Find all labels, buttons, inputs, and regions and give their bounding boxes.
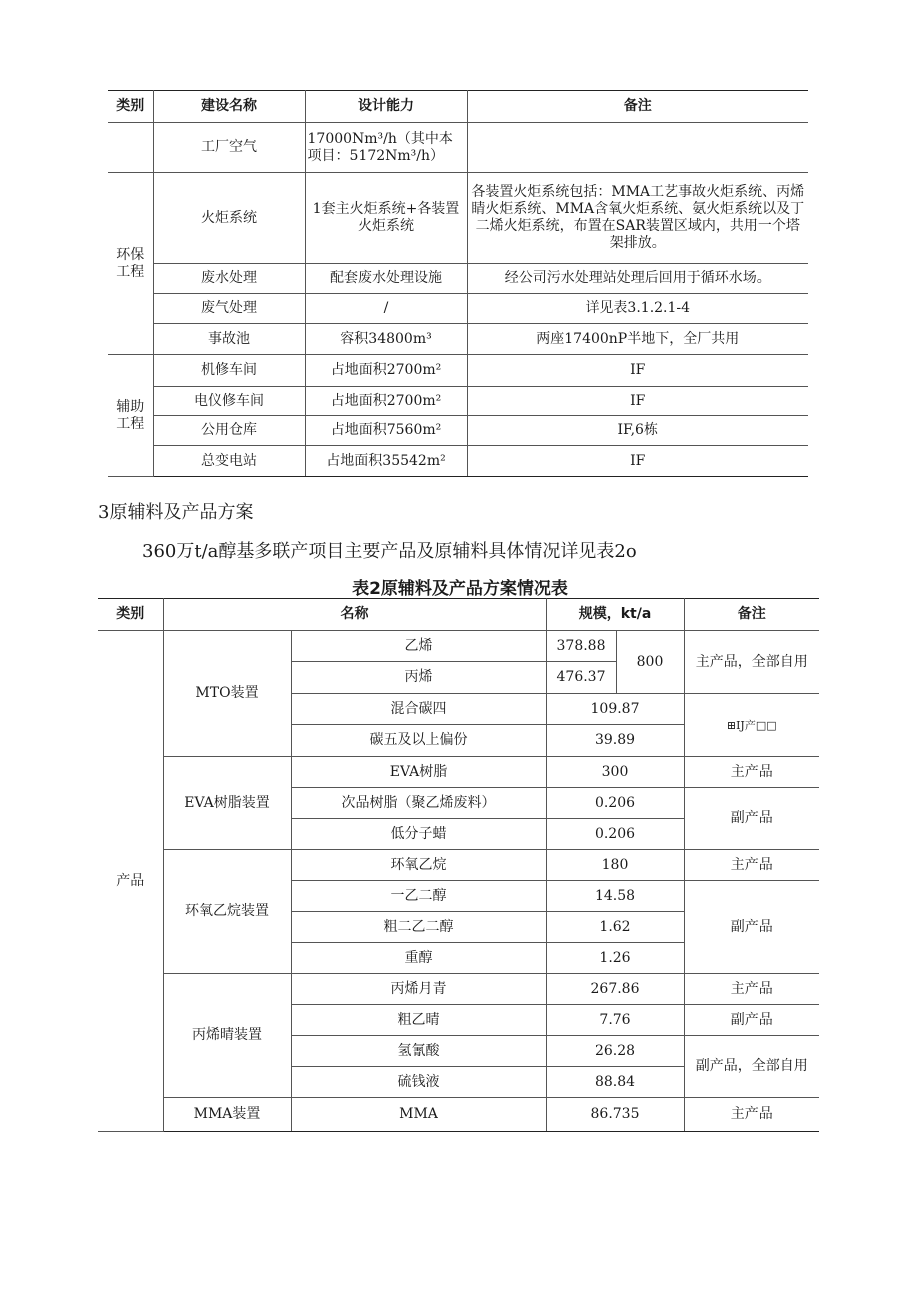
product-remark: 主产品，全部自用 [684,631,819,694]
product-name: 硫钱液 [291,1067,546,1098]
product-value: 1.26 [546,943,684,974]
product-value: 26.28 [546,1036,684,1067]
product-name: 低分子蜡 [291,819,546,850]
product-name: 乙烯 [291,631,546,662]
header-name: 建设名称 [153,91,305,123]
product-remark: 副产品 [684,1005,819,1036]
table-row [108,294,808,324]
row-capacity: 占地面积35542m² [305,446,467,477]
row-capacity: / [305,294,467,324]
product-value: 300 [546,757,684,788]
row-name: 公用仓库 [153,416,305,446]
row-capacity: 配套废水处理设施 [305,264,467,294]
table-row [98,850,819,881]
product-value: 7.76 [546,1005,684,1036]
table-row [108,173,808,264]
unit-mma: MMA装置 [163,1098,291,1132]
product-remark: 副产品，全部自用 [684,1036,819,1098]
product-value: 0.206 [546,819,684,850]
category-env: 环保工程 [108,173,153,355]
product-value: 14.58 [546,881,684,912]
row-name: 工厂空气 [153,123,305,173]
row-capacity: 容积34800m³ [305,324,467,355]
row-name: 火炬系统 [153,173,305,264]
table-caption: 表2原辅料及产品方案情况表 [352,579,568,599]
product-value: 378.88 [546,631,616,662]
row-capacity: 占地面积7560m² [305,416,467,446]
header-category: 类别 [98,599,163,631]
row-remark: 两座17400nP半地下，全厂共用 [467,324,808,355]
row-remark: 各装置火炬系统包括：MMA工艺事故火炬系统、丙烯睛火炬系统、MMA含氧火炬系统、氨火炬系统以及丁二烯火炬系统，布置在SAR装置区域内，共用一个塔架排放。 [467,173,808,264]
header-name: 名称 [163,599,546,631]
product-value: 109.87 [546,694,684,725]
product-value: 86.735 [546,1098,684,1132]
construction-table [108,90,808,477]
row-remark: IF [467,446,808,477]
row-remark: IF,6栋 [467,416,808,446]
header-category: 类别 [108,91,153,123]
product-value: 1.62 [546,912,684,943]
table-row [108,416,808,446]
row-capacity: 占地面积2700m² [305,355,467,387]
product-value: 0.206 [546,788,684,819]
table-row [98,631,819,662]
category-product: 产品 [98,631,163,1132]
body-paragraph: 360万t/a醇基多联产项目主要产品及原辅料具体情况详见表2o [142,541,637,562]
row-remark [467,123,808,173]
header-remark: 备注 [467,91,808,123]
product-value: 39.89 [546,725,684,757]
table-row [98,757,819,788]
product-name: 环氧乙烷 [291,850,546,881]
product-name: 碳五及以上偏份 [291,725,546,757]
row-remark: 详见表3.1.2.1-4 [467,294,808,324]
product-remark: 主产品 [684,974,819,1005]
row-name: 废水处理 [153,264,305,294]
product-remark: 主产品 [684,757,819,788]
table-row [108,123,808,173]
unit-eo: 环氧乙烷装置 [163,850,291,974]
row-remark: IF [467,387,808,416]
unit-mto: MTO装置 [163,631,291,757]
row-name: 总变电站 [153,446,305,477]
row-name: 机修车间 [153,355,305,387]
row-remark: 经公司污水处理站处理后回用于循环水场。 [467,264,808,294]
product-remark: 主产品 [684,850,819,881]
header-capacity: 设计能力 [305,91,467,123]
table-row [108,324,808,355]
product-value: 476.37 [546,662,616,694]
header-remark: 备注 [684,599,819,631]
section-heading: 3原辅料及产品方案 [98,502,254,523]
row-capacity: 1套主火炬系统+各装置火炬系统 [305,173,467,264]
row-name: 电仪修车间 [153,387,305,416]
table-row [98,1098,819,1132]
product-value: 88.84 [546,1067,684,1098]
category-aux: 辅助工程 [108,355,153,477]
product-name: 粗二乙二醇 [291,912,546,943]
product-remark: 副产品 [684,788,819,850]
row-remark: IF [467,355,808,387]
product-name: 混合碳四 [291,694,546,725]
product-name: 次品树脂（聚乙烯废料） [291,788,546,819]
product-remark: ⊞IJ产□□ [684,694,819,757]
product-name: MMA [291,1098,546,1132]
table-row [108,355,808,387]
mto-subtotal: 800 [616,631,684,694]
product-remark: 主产品 [684,1098,819,1132]
product-name: 一乙二醇 [291,881,546,912]
product-remark: 副产品 [684,881,819,974]
table-row [98,974,819,1005]
product-value: 267.86 [546,974,684,1005]
table-row [108,446,808,477]
table-row [108,264,808,294]
product-name: 粗乙晴 [291,1005,546,1036]
row-name: 事故池 [153,324,305,355]
product-name: 重醇 [291,943,546,974]
product-value: 180 [546,850,684,881]
row-capacity: 17000Nm³/h（其中本项目：5172Nm³/h） [305,123,467,173]
product-name: 丙烯 [291,662,546,694]
product-name: 丙烯月青 [291,974,546,1005]
product-name: EVA树脂 [291,757,546,788]
unit-eva: EVA树脂装置 [163,757,291,850]
table-row [108,387,808,416]
row-capacity: 占地面积2700m² [305,387,467,416]
row-name: 废气处理 [153,294,305,324]
header-scale: 规模，kt/a [546,599,684,631]
product-table [98,598,819,1132]
unit-an: 丙烯晴装置 [163,974,291,1098]
product-name: 氢氰酸 [291,1036,546,1067]
